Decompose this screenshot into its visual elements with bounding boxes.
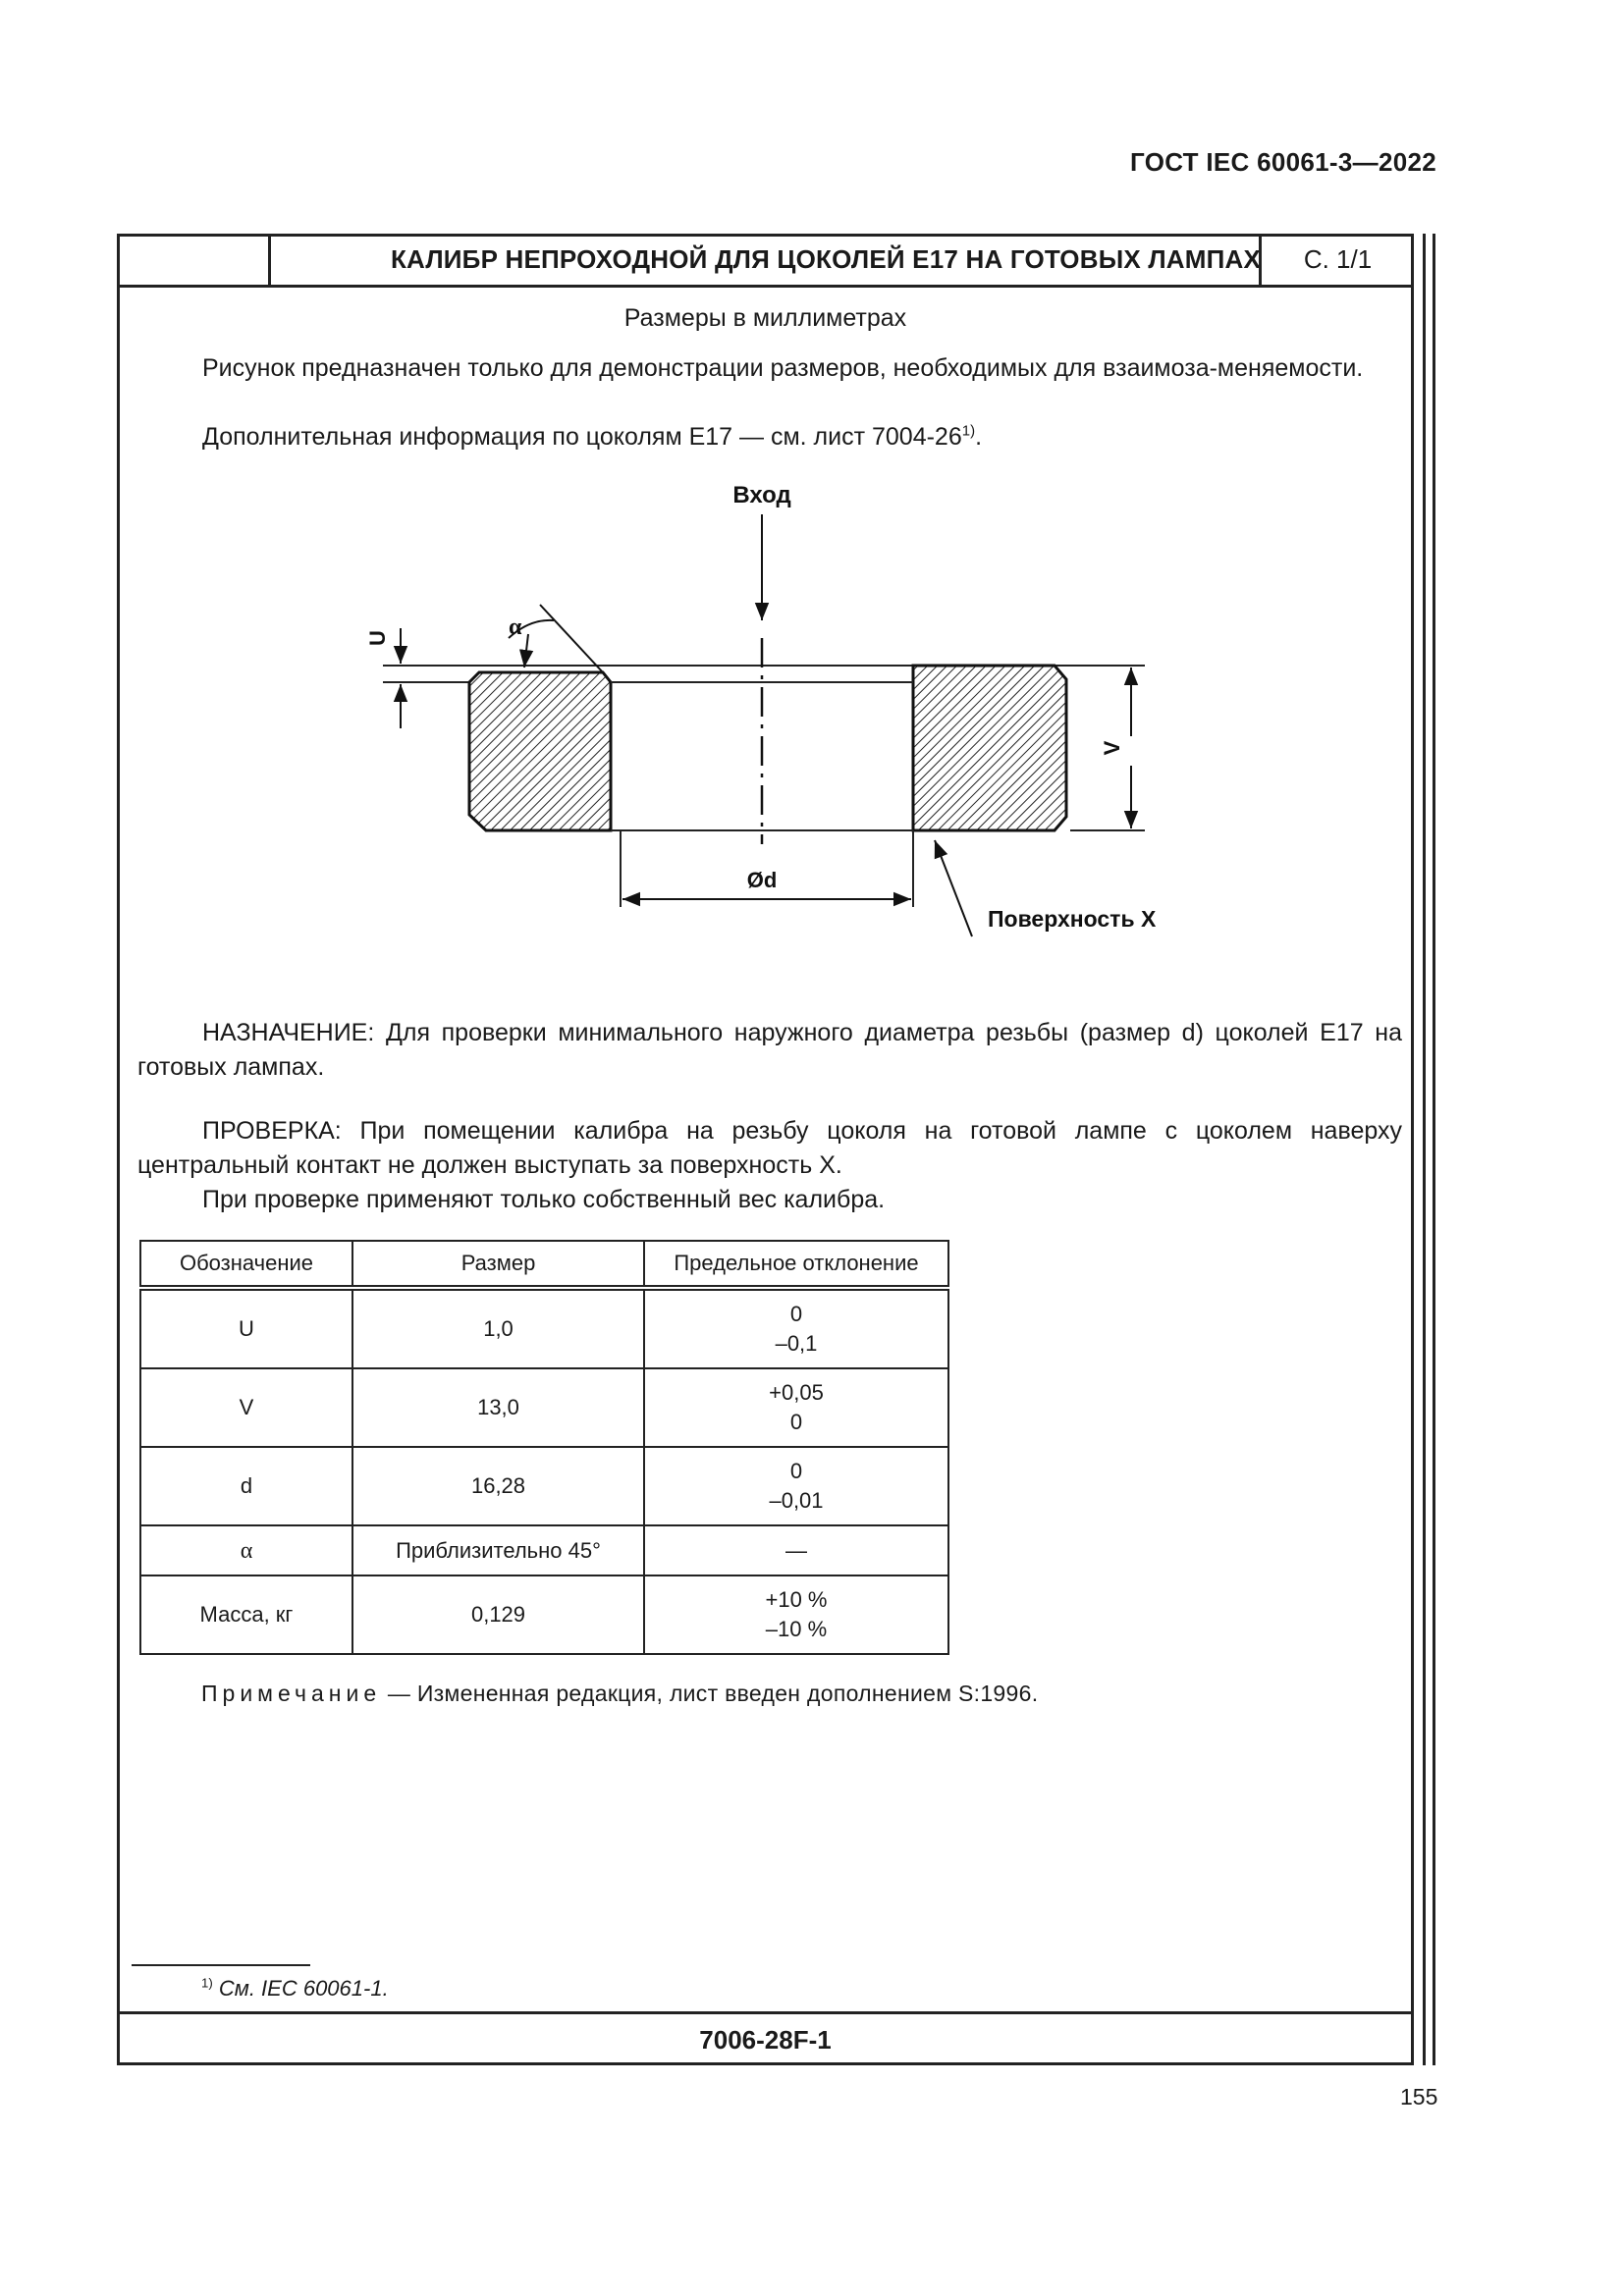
check-paragraph: ПРОВЕРКА: При помещении калибра на резьбу цоколя на готовой лампе с цоколем наверху центральный контакт не должен выступать за поверхность X. (137, 1117, 1402, 1179)
cell-tolerance (644, 1447, 948, 1525)
entry-label: Вход (732, 482, 791, 508)
cell-size: 0,129 (352, 1575, 644, 1654)
surface-label: Поверхность X (988, 906, 1157, 932)
sheet-number: С. 1/1 (1259, 234, 1414, 285)
units-note: Размеры в миллиметрах (623, 304, 907, 332)
alpha-arrow (524, 634, 528, 667)
page-number: 155 (1400, 2084, 1438, 2109)
intro-reference-text: Дополнительная информация по цоколям Е17 — см. лист 7004-26 (202, 423, 962, 451)
cell-tolerance: — (644, 1525, 948, 1575)
tolerance-upper: +0,05 (769, 1380, 824, 1405)
footnote-ref[interactable]: 1) (961, 422, 976, 440)
intro-reference (137, 420, 1402, 454)
alpha-extension-line (540, 605, 603, 672)
col-header-symbol: Обозначение (140, 1241, 352, 1288)
footnote-mark: 1) (201, 1975, 213, 1991)
tolerance-lower: 0 (789, 1410, 803, 1434)
v-label: V (1100, 740, 1124, 756)
table-row (140, 1368, 948, 1447)
table-row (140, 1525, 948, 1575)
dimensions-table (139, 1240, 949, 1655)
cell-size: 16,28 (352, 1447, 644, 1525)
sheet-title: КАЛИБР НЕПРОХОДНОЙ ДЛЯ ЦОКОЛЕЙ Е17 НА ГОТОВЫХ ЛАМПАХ (390, 243, 1262, 274)
cell-size: 1,0 (352, 1288, 644, 1368)
purpose-paragraph: НАЗНАЧЕНИЕ: Для проверки минимального наружного диаметра резьбы (размер d) цоколей Е17 на готовых лампах. (137, 1019, 1402, 1081)
table-row (140, 1288, 948, 1368)
frame-double-line (1423, 234, 1426, 2065)
tolerance-lower: –10 % (765, 1617, 828, 1641)
tolerance-upper: 0 (789, 1302, 803, 1326)
col-header-size: Размер (352, 1241, 644, 1288)
intro-reference-end: . (975, 423, 983, 451)
cell-symbol: α (140, 1525, 352, 1575)
intro-paragraph: Рисунок предназначен только для демонстрации размеров, необходимых для взаимоза-меняемости. (202, 354, 1364, 382)
table-row (140, 1575, 948, 1654)
u-label: U (365, 630, 390, 646)
tolerance-upper: 0 (789, 1459, 803, 1483)
standard-header: ГОСТ IEC 60061-3—2022 (1130, 147, 1436, 177)
note-label: Примечание (201, 1681, 382, 1706)
cell-symbol: d (140, 1447, 352, 1525)
tolerance-lower: –0,1 (775, 1331, 818, 1356)
cell-symbol: U (140, 1288, 352, 1368)
cell-symbol: V (140, 1368, 352, 1447)
cell-size: 13,0 (352, 1368, 644, 1447)
footnote (201, 1976, 389, 2002)
tolerance-upper: +10 % (765, 1587, 828, 1612)
title-empty-cell (117, 234, 271, 285)
sheet-code: 7006-28F-1 (117, 2011, 1414, 2065)
col-header-tolerance: Предельное отклонение (644, 1241, 948, 1288)
note-text: — Измененная редакция, лист введен дополнением S:1996. (381, 1681, 1039, 1706)
cell-tolerance (644, 1368, 948, 1447)
frame-double-line (1433, 234, 1435, 2065)
cell-tolerance (644, 1575, 948, 1654)
cell-tolerance (644, 1288, 948, 1368)
table-header-row (140, 1241, 948, 1288)
alpha-label: α (509, 614, 522, 640)
table-row (140, 1447, 948, 1525)
d-label: Ød (746, 868, 778, 892)
title-block (117, 234, 1414, 288)
surface-leader-arrow (935, 840, 972, 936)
tolerance-lower: –0,01 (769, 1488, 824, 1513)
check-note: При проверке применяют только собственный вес калибра. (202, 1186, 886, 1213)
gauge-left-section (469, 672, 611, 830)
gauge-figure (363, 471, 1198, 952)
cell-size: Приблизительно 45° (352, 1525, 644, 1575)
footnote-separator (132, 1964, 310, 1966)
cell-symbol: Масса, кг (140, 1575, 352, 1654)
footnote-text: См. IEC 60061-1. (212, 1976, 389, 2001)
gauge-right-section (913, 666, 1066, 830)
note (201, 1681, 1038, 1707)
